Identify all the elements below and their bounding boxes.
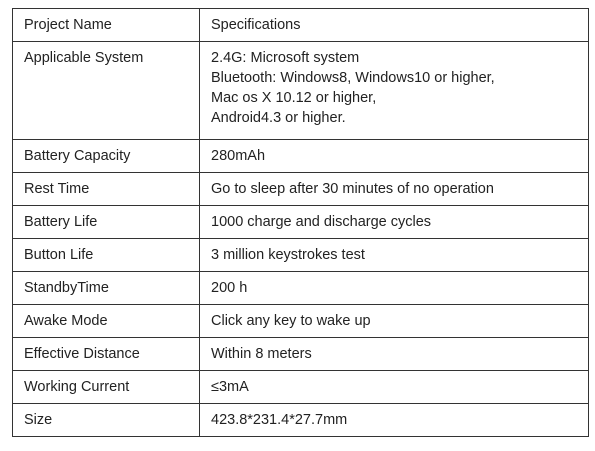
row-value-line: Android4.3 or higher. <box>211 110 346 126</box>
row-value-line: Bluetooth: Windows8, Windows10 or higher, <box>211 70 495 86</box>
table-row <box>13 371 589 404</box>
row-value-line: 2.4G: Microsoft system <box>211 50 360 66</box>
header-cell-specifications: Specifications <box>200 9 589 42</box>
row-value: 3 million keystrokes test <box>200 239 589 272</box>
table-row <box>13 42 589 140</box>
table-row <box>13 140 589 173</box>
row-label: Size <box>13 404 200 437</box>
row-value: 423.8*231.4*27.7mm <box>200 404 589 437</box>
row-label: Battery Capacity <box>13 140 200 173</box>
row-value: Within 8 meters <box>200 338 589 371</box>
row-value: ≤3mA <box>200 371 589 404</box>
row-value: Go to sleep after 30 minutes of no operation <box>200 173 589 206</box>
row-value: 280mAh <box>200 140 589 173</box>
spec-table <box>12 8 589 437</box>
table-row <box>13 239 589 272</box>
row-label: Applicable System <box>13 42 200 140</box>
row-label: Button Life <box>13 239 200 272</box>
row-value: 1000 charge and discharge cycles <box>200 206 589 239</box>
row-label: StandbyTime <box>13 272 200 305</box>
table-header-row <box>13 9 589 42</box>
row-label: Battery Life <box>13 206 200 239</box>
header-cell-project-name: Project Name <box>13 9 200 42</box>
row-value-line: Mac os X 10.12 or higher, <box>211 90 377 106</box>
table-row <box>13 206 589 239</box>
table-row <box>13 272 589 305</box>
table-row <box>13 338 589 371</box>
row-value <box>200 42 589 140</box>
table-row <box>13 173 589 206</box>
row-label: Awake Mode <box>13 305 200 338</box>
row-label: Effective Distance <box>13 338 200 371</box>
row-label: Working Current <box>13 371 200 404</box>
row-label: Rest Time <box>13 173 200 206</box>
row-value: 200 h <box>200 272 589 305</box>
table-row <box>13 305 589 338</box>
table-row <box>13 404 589 437</box>
row-value: Click any key to wake up <box>200 305 589 338</box>
